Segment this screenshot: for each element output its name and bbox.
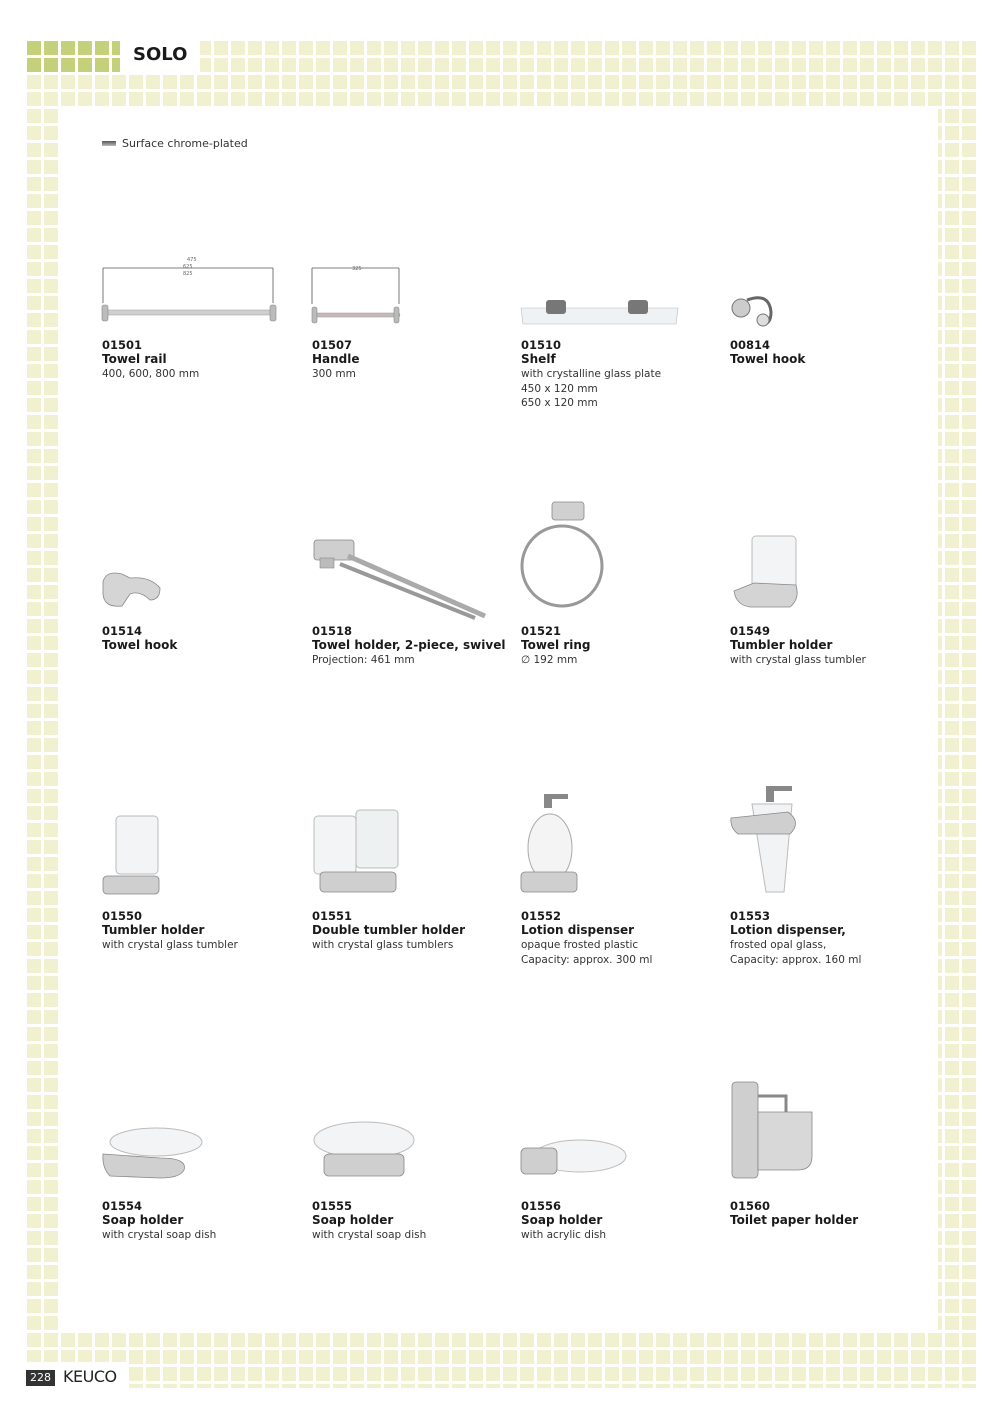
product-code: 01556 <box>521 1199 562 1213</box>
product-name: Toilet paper holder <box>730 1213 859 1227</box>
lotion-dispenser-image-2 <box>728 782 813 897</box>
product-desc: with crystalline glass plate <box>521 368 662 380</box>
product-desc: with crystal glass tumblers <box>312 939 454 951</box>
dim-label-2: 625 <box>183 264 193 270</box>
product-name: Double tumbler holder <box>312 923 466 937</box>
product-name: Towel holder, 2-piece, swivel <box>312 638 506 652</box>
product-code: 01553 <box>730 909 771 923</box>
soap-holder-image-2 <box>310 1118 420 1183</box>
handle-image <box>310 262 405 327</box>
product-name: Tumbler holder <box>730 638 833 652</box>
product-01514 <box>102 625 302 653</box>
product-desc: with acrylic dish <box>521 1229 607 1241</box>
product-desc: opaque frosted plastic <box>521 939 639 951</box>
product-01555 <box>312 1200 512 1243</box>
legend-text: Surface chrome-plated <box>122 137 248 150</box>
towel-hook-round-image <box>727 290 777 330</box>
product-desc: 300 mm <box>312 368 356 380</box>
chrome-swatch-icon <box>102 141 116 146</box>
dim-label-3: 825 <box>183 271 193 277</box>
towel-hook-image <box>100 568 165 613</box>
product-01521 <box>521 625 721 668</box>
product-code: 01501 <box>102 338 143 352</box>
tumbler-holder-image-2 <box>100 812 165 897</box>
product-01518 <box>312 625 512 668</box>
product-code: 01560 <box>730 1199 771 1213</box>
product-code: 00814 <box>730 338 771 352</box>
product-desc: with crystal glass tumbler <box>102 939 238 951</box>
product-code: 01521 <box>521 624 562 638</box>
dim-label-handle: 325 <box>352 266 362 272</box>
shelf-image <box>518 296 683 328</box>
dim-label-1: 475 <box>187 257 197 263</box>
product-desc: frosted opal glass, <box>730 939 827 951</box>
product-code: 01550 <box>102 909 143 923</box>
tumbler-holder-image-1 <box>730 533 800 613</box>
surface-legend <box>102 137 248 150</box>
product-name: Towel hook <box>730 352 806 366</box>
double-tumbler-holder-image <box>310 806 405 896</box>
product-name: Lotion dispenser, <box>730 923 846 937</box>
product-name: Handle <box>312 352 360 366</box>
product-01552 <box>521 910 721 967</box>
towel-rail-image <box>100 255 280 330</box>
product-code: 01549 <box>730 624 771 638</box>
product-name: Lotion dispenser <box>521 923 635 937</box>
product-desc: Capacity: approx. 160 ml <box>730 953 862 966</box>
lotion-dispenser-image-1 <box>518 790 583 895</box>
product-00814 <box>730 339 930 367</box>
product-desc: 650 x 120 mm <box>521 397 598 409</box>
product-code: 01510 <box>521 338 562 352</box>
product-name: Towel hook <box>102 638 178 652</box>
header-accent-tiles <box>24 38 120 72</box>
product-01554 <box>102 1200 302 1243</box>
product-desc: with crystal glass tumbler <box>730 654 866 666</box>
product-desc: 400, 600, 800 mm <box>102 368 200 380</box>
brand-logo: KEUCO <box>63 1367 117 1386</box>
product-desc: ∅ 192 mm <box>521 654 578 666</box>
page-title: SOLO <box>133 44 188 65</box>
product-01510 <box>521 339 721 411</box>
product-desc: with crystal soap dish <box>102 1229 217 1241</box>
product-code: 01514 <box>102 624 143 638</box>
product-name: Towel ring <box>521 638 591 652</box>
product-name: Towel rail <box>102 352 167 366</box>
soap-holder-image-3 <box>518 1136 630 1181</box>
product-desc: Projection: 461 mm <box>312 654 415 666</box>
product-01551 <box>312 910 512 953</box>
product-name: Shelf <box>521 352 556 366</box>
towel-holder-swivel-image <box>310 536 490 624</box>
product-desc: with crystal soap dish <box>312 1229 427 1241</box>
product-01556 <box>521 1200 721 1243</box>
product-name: Soap holder <box>312 1213 394 1227</box>
product-code: 01554 <box>102 1199 143 1213</box>
page-number: 228 <box>26 1370 55 1386</box>
towel-ring-image <box>518 498 608 613</box>
product-name: Tumbler holder <box>102 923 205 937</box>
toilet-paper-holder-image <box>728 1078 823 1183</box>
product-01549 <box>730 625 930 668</box>
soap-holder-image-1 <box>100 1124 205 1184</box>
product-code: 01518 <box>312 624 353 638</box>
product-desc: Capacity: approx. 300 ml <box>521 953 653 966</box>
product-01507 <box>312 339 512 382</box>
product-name: Soap holder <box>521 1213 603 1227</box>
product-name: Soap holder <box>102 1213 184 1227</box>
product-01550 <box>102 910 302 953</box>
product-desc: 450 x 120 mm <box>521 382 598 395</box>
product-code: 01555 <box>312 1199 353 1213</box>
product-code: 01551 <box>312 909 353 923</box>
product-code: 01507 <box>312 338 353 352</box>
product-code: 01552 <box>521 909 562 923</box>
product-01560 <box>730 1200 930 1228</box>
product-01501 <box>102 339 302 382</box>
product-01553 <box>730 910 930 967</box>
